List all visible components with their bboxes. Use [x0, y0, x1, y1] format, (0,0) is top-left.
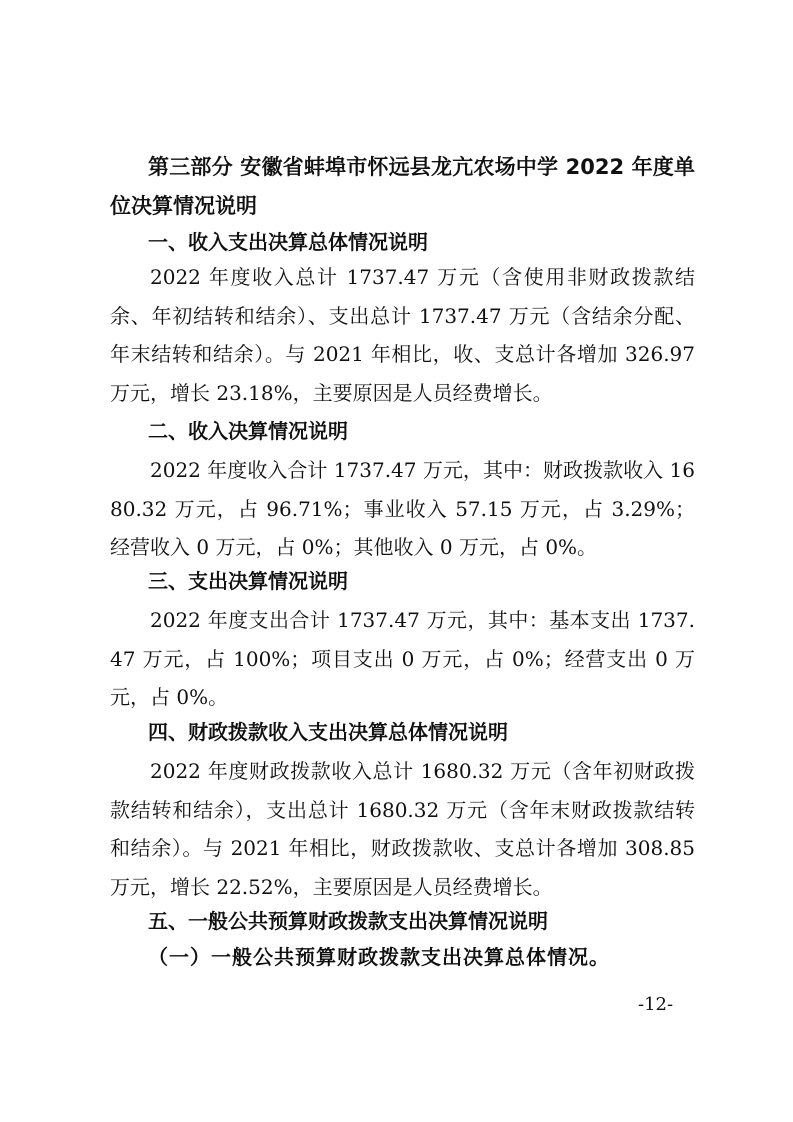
section-heading-3: 三、支出决算情况说明: [148, 569, 348, 593]
section-paragraph-4: 2022 年度财政拨款收入总计 1680.32 万元（含年初财政拨款结转和结余），支出总计 1680.32 万元（含年末财政拨款结转和结余）。与 2021 年相比，财政拨款收、支总计各增加 308.85 万元，增长 22.52%，主要原因是人员经费增长。: [110, 759, 695, 899]
page-title: 第三部分 安徽省蚌埠市怀远县龙亢农场中学 2022 年度单位决算情况说明: [110, 155, 695, 218]
section-paragraph-1: 2022 年度收入总计 1737.47 万元（含使用非财政拨款结余、年初结转和结余）、支出总计 1737.47 万元（含结余分配、年末结转和结余）。与 2021 年相比，收、支总计各增加 326.97 万元，增长 23.18%，主要原因是人员经费增长。: [110, 265, 695, 405]
subsection-heading: （一）一般公共预算财政拨款支出决算总体情况。: [148, 945, 610, 969]
section-paragraph-2: 2022 年度收入合计 1737.47 万元，其中：财政拨款收入 1680.32 万元，占 96.71%；事业收入 57.15 万元，占 3.29%；经营收入 0 万元，占 0%；其他收入 0 万元，占 0%。: [110, 458, 695, 559]
section-heading-1: 一、收入支出决算总体情况说明: [148, 230, 428, 254]
page-number: -12-: [638, 994, 674, 1015]
section-heading-5: 五、一般公共预算财政拨款支出决算情况说明: [148, 909, 548, 933]
section-heading-2: 二、收入决算情况说明: [148, 419, 348, 443]
section-heading-4: 四、财政拨款收入支出决算总体情况说明: [148, 720, 508, 744]
section-paragraph-3: 2022 年度支出合计 1737.47 万元，其中：基本支出 1737.47 万元，占 100%；项目支出 0 万元，占 0%；经营支出 0 万元，占 0%。: [110, 608, 695, 709]
